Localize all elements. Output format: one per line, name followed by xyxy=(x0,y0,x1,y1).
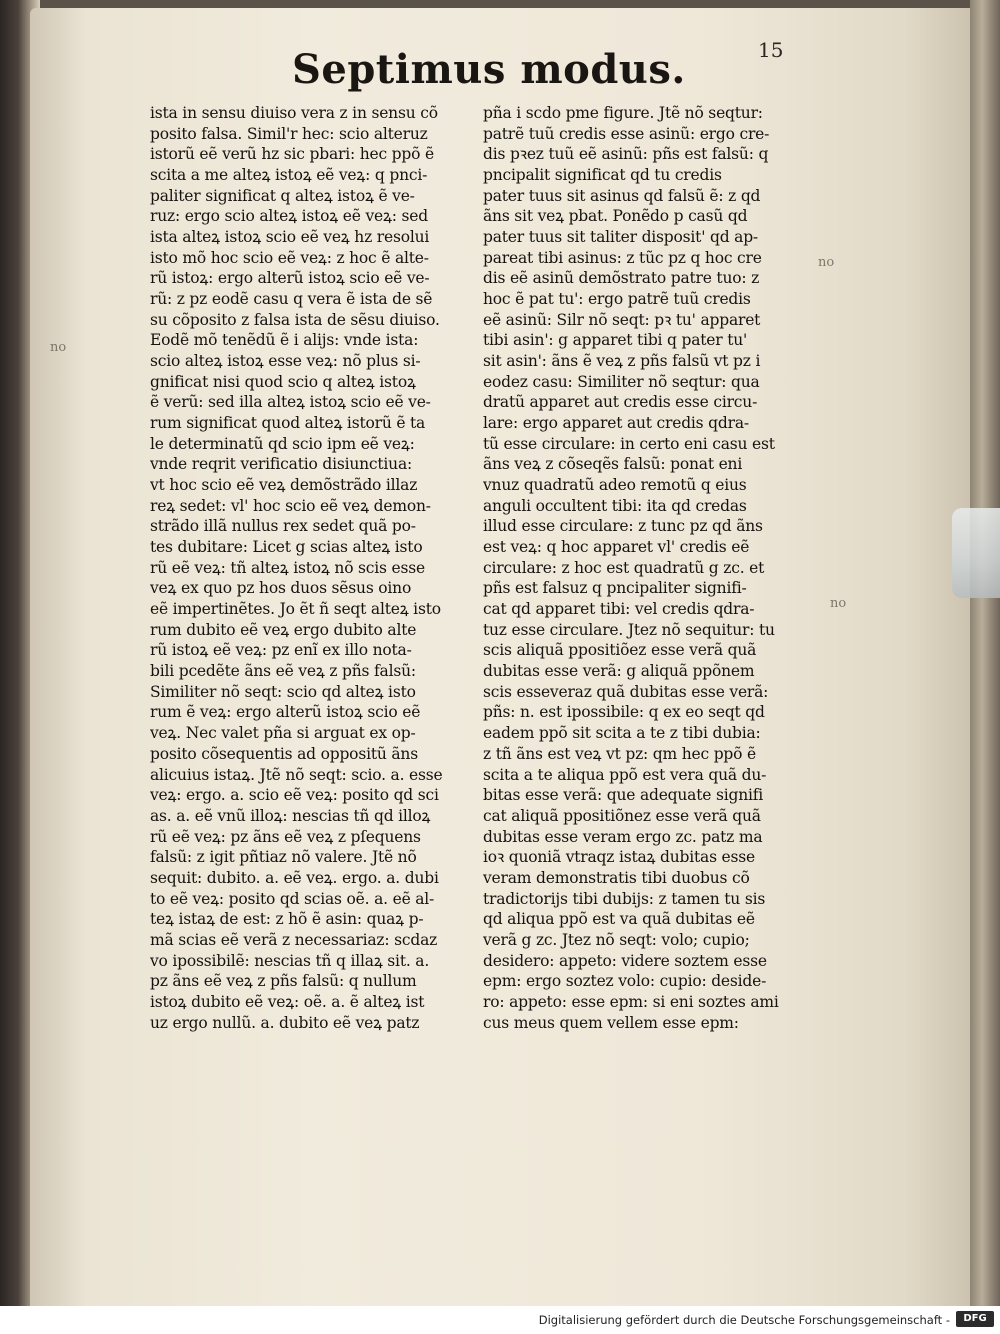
text-line: qd aliqua ppõ est va quã dubitas eẽ xyxy=(483,910,755,929)
text-line: pñs est falsuz q pncipaliter signifi- xyxy=(483,579,747,598)
text-line: dubitas esse veram ergo zc. patz ma xyxy=(483,827,763,846)
text-line: patrẽ tuũ credis esse asinũ: ergo cre- xyxy=(483,124,770,143)
text-line: hoc ẽ pat tu': ergo patrẽ tuũ credis xyxy=(483,290,751,309)
text-line: z tñ ãns est veꝝ vt pz: qm hec ppõ ẽ xyxy=(483,744,756,763)
text-line: dubitas esse verã: g aliquã ppõnem xyxy=(483,662,755,681)
text-line: veram demonstratis tibi duobus cõ xyxy=(483,868,750,887)
text-line: pncipalit significat qd tu credis xyxy=(483,166,722,185)
text-line: pater tuus sit taliter disposit' qd ap- xyxy=(483,228,758,247)
text-line: istorũ eẽ verũ hz sic pbari: hec ppõ ẽ xyxy=(150,145,434,164)
text-line: desidero: appeto: videre soztem esse xyxy=(483,951,767,970)
page-clamp xyxy=(952,508,1000,598)
text-line: pater tuus sit asinus qd falsũ ẽ: z qd xyxy=(483,186,761,205)
text-line: scis aliquã ppositiõez esse verã quã xyxy=(483,641,757,660)
text-line: cat qd apparet tibi: vel credis qdra- xyxy=(483,600,755,619)
text-line: illud esse circulare: z tunc pz qd ãns xyxy=(483,517,763,536)
text-line: vo ipossibilẽ: nescias tñ q illaꝝ sit. a. xyxy=(150,951,430,970)
text-line: pñs: n. est ipossibile: q ex eo seqt qd xyxy=(483,703,765,722)
text-line: ioꝛ quoniã vtraqz istaꝝ dubitas esse xyxy=(483,848,756,867)
text-line: scita a te aliqua ppõ est vera quã du- xyxy=(483,765,767,784)
text-line: strãdo illã nullus rex sedet quã po- xyxy=(150,517,416,536)
text-line: vnuz quadratũ adeo remotũ q eius xyxy=(483,476,747,495)
text-line: dratũ apparet aut credis esse circu- xyxy=(483,393,758,412)
text-line: eadem ppõ sit scita a te z tibi dubia: xyxy=(483,724,761,743)
text-line: sit asin': ãns ẽ veꝝ z pñs falsũ vt pz i xyxy=(483,352,761,371)
text-line: Eodẽ mõ tenẽdũ ẽ i alijs: vnde ista: xyxy=(150,331,419,350)
text-line: tradictorijs tibi dubijs: z tamen tu sis xyxy=(483,889,766,908)
text-line: le determinatũ qd scio ipm eẽ veꝝ: xyxy=(150,434,415,453)
margin-note: no xyxy=(818,255,835,270)
text-line: rũ eẽ veꝝ: tñ alteꝝ istoꝝ nõ scis esse xyxy=(150,558,425,577)
dfg-logo: DFG xyxy=(956,1311,994,1327)
text-line: uz ergo nullũ. a. dubito eẽ veꝝ patz xyxy=(150,1013,420,1032)
text-line: tes dubitare: Licet g scias alteꝝ isto xyxy=(150,538,423,557)
text-column-left xyxy=(150,103,480,1033)
text-line: tũ esse circulare: in certo eni casu est xyxy=(483,434,775,453)
text-line: ãns veꝝ z cõseqẽs falsũ: ponat eni xyxy=(483,455,743,474)
text-line: verã g zc. Jtez nõ seqt: volo; cupio; xyxy=(483,930,750,949)
text-line: pareat tibi asinus: z tũc pz q hoc cre xyxy=(483,248,762,267)
text-line: rum ẽ veꝝ: ergo alterũ istoꝝ scio eẽ xyxy=(150,703,421,722)
text-line: eodez casu: Similiter nõ seqtur: qua xyxy=(483,372,760,391)
page-right-edge xyxy=(970,0,1000,1306)
text-line: gnificat nisi quod scio q alteꝝ istoꝝ xyxy=(150,372,416,391)
text-line: eẽ impertinẽtes. Jo ẽt ñ seqt alteꝝ isto xyxy=(150,600,441,619)
text-line: anguli occultent tibi: ita qd credas xyxy=(483,496,747,515)
text-column-right xyxy=(483,103,813,1033)
text-line: pña i scdo pme figure. Jtẽ nõ seqtur: xyxy=(483,104,763,122)
text-line: ẽ verũ: sed illa alteꝝ istoꝝ scio eẽ ve- xyxy=(150,393,431,412)
text-line: bitas esse verã: que adequate signifi xyxy=(483,786,764,805)
text-line: su cõposito z falsa ista de sẽsu diuiso. xyxy=(150,310,440,329)
text-line: falsũ: z igit pñtiaz nõ valere. Jtẽ nõ xyxy=(150,848,417,867)
text-line: sequit: dubito. a. eẽ veꝝ. ergo. a. dubi xyxy=(150,868,439,887)
text-line: scis esseveraz quã dubitas esse verã: xyxy=(483,682,769,701)
text-line: tibi asin': g apparet tibi q pater tu' xyxy=(483,331,748,350)
text-line: istoꝝ dubito eẽ veꝝ: oẽ. a. ẽ alteꝝ ist xyxy=(150,992,425,1011)
text-line: ro: appeto: esse epm: si eni soztes ami xyxy=(483,992,779,1011)
text-line: eẽ asinũ: Silr nõ seqt: pꝛ tu' apparet xyxy=(483,310,761,329)
text-line: alicuius istaꝝ. Jtẽ nõ seqt: scio. a. esse xyxy=(150,765,443,784)
text-line: bili pcedẽte ãns eẽ veꝝ z pñs falsũ: xyxy=(150,662,416,681)
text-line: rũ: z pz eodẽ casu q vera ẽ ista de sẽ xyxy=(150,290,433,309)
text-line: scio alteꝝ istoꝝ esse veꝝ: nõ plus si- xyxy=(150,352,421,371)
text-line: teꝝ istaꝝ de est: z hõ ẽ asin: quaꝝ p- xyxy=(150,910,424,929)
text-line: rum significat quod alteꝝ istorũ ẽ ta xyxy=(150,414,426,433)
text-line: ruz: ergo scio alteꝝ istoꝝ eẽ veꝝ: sed xyxy=(150,207,428,226)
text-line: vt hoc scio eẽ veꝝ demõstrãdo illaz xyxy=(150,476,418,495)
text-line: reꝝ sedet: vl' hoc scio eẽ veꝝ demon- xyxy=(150,496,431,515)
margin-note: no xyxy=(830,596,847,611)
text-line: rũ eẽ veꝝ: pz ãns eẽ veꝝ z pſequens xyxy=(150,827,421,846)
text-line: tuz esse circulare. Jtez nõ sequitur: tu xyxy=(483,620,775,639)
text-line: rũ istoꝝ: ergo alterũ istoꝝ scio eẽ ve- xyxy=(150,269,430,288)
text-line: cat aliquã ppositiõnez esse verã quã xyxy=(483,806,761,825)
text-line: dis eẽ asinũ demõstrato patre tuo: z xyxy=(483,269,760,288)
text-line: circulare: z hoc est quadratũ g zc. et xyxy=(483,558,765,577)
text-line: isto mõ hoc scio eẽ veꝝ: z hoc ẽ alte- xyxy=(150,248,429,267)
footer-bar xyxy=(0,1306,1000,1334)
text-line: dis pꝛez tuũ eẽ asinũ: pñs est falsũ: q xyxy=(483,145,769,164)
text-line: Similiter nõ seqt: scio qd alteꝝ isto xyxy=(150,682,416,701)
page-number: 15 xyxy=(758,38,784,62)
text-line: lare: ergo apparet aut credis qdra- xyxy=(483,414,749,433)
text-line: est veꝝ: q hoc apparet vl' credis eẽ xyxy=(483,538,750,557)
text-line: posito falsa. Simil'r hec: scio alteruz xyxy=(150,124,428,143)
text-line: epm: ergo soztez volo: cupio: deside- xyxy=(483,972,767,991)
text-line: rum dubito eẽ veꝝ ergo dubito alte xyxy=(150,620,417,639)
text-line: cus meus quem vellem esse epm: xyxy=(483,1013,739,1032)
text-line: paliter significat q alteꝝ istoꝝ ẽ ve- xyxy=(150,186,415,205)
text-line: vnde reqrit verificatio disiunctiua: xyxy=(150,455,413,474)
text-line: veꝝ: ergo. a. scio eẽ veꝝ: posito qd sci xyxy=(150,786,439,805)
text-line: ãns sit veꝝ pbat. Ponẽdo p casũ qd xyxy=(483,207,748,226)
text-line: mã scias eẽ verã z necessariaz: scdaz xyxy=(150,930,438,949)
text-line: ista alteꝝ istoꝝ scio eẽ veꝝ hz resolui xyxy=(150,228,430,247)
text-line: posito cõsequentis ad oppositũ ãns xyxy=(150,744,418,763)
text-line: as. a. eẽ vnũ illoꝝ: nescias tñ qd illoꝝ xyxy=(150,806,431,825)
footer-credit: Digitalisierung gefördert durch die Deutsche Forschungsgemeinschaft - xyxy=(538,1313,950,1327)
text-line: veꝝ. Nec valet pña si arguat ex op- xyxy=(150,724,416,743)
margin-note: no xyxy=(50,340,67,355)
text-line: veꝝ ex quo pz hos duos sẽsus oino xyxy=(150,579,412,598)
text-line: scita a me alteꝝ istoꝝ eẽ veꝝ: q pnci- xyxy=(150,166,428,185)
text-line: ista in sensu diuiso vera z in sensu cõ xyxy=(150,104,438,122)
page-heading: Septimus modus. xyxy=(292,46,686,93)
text-line: pz ãns eẽ veꝝ z pñs falsũ: q nullum xyxy=(150,972,417,991)
text-line: to eẽ veꝝ: posito qd scias oẽ. a. eẽ al- xyxy=(150,889,435,908)
text-line: rũ istoꝝ eẽ veꝝ: pz enĩ ex illo nota- xyxy=(150,641,412,660)
